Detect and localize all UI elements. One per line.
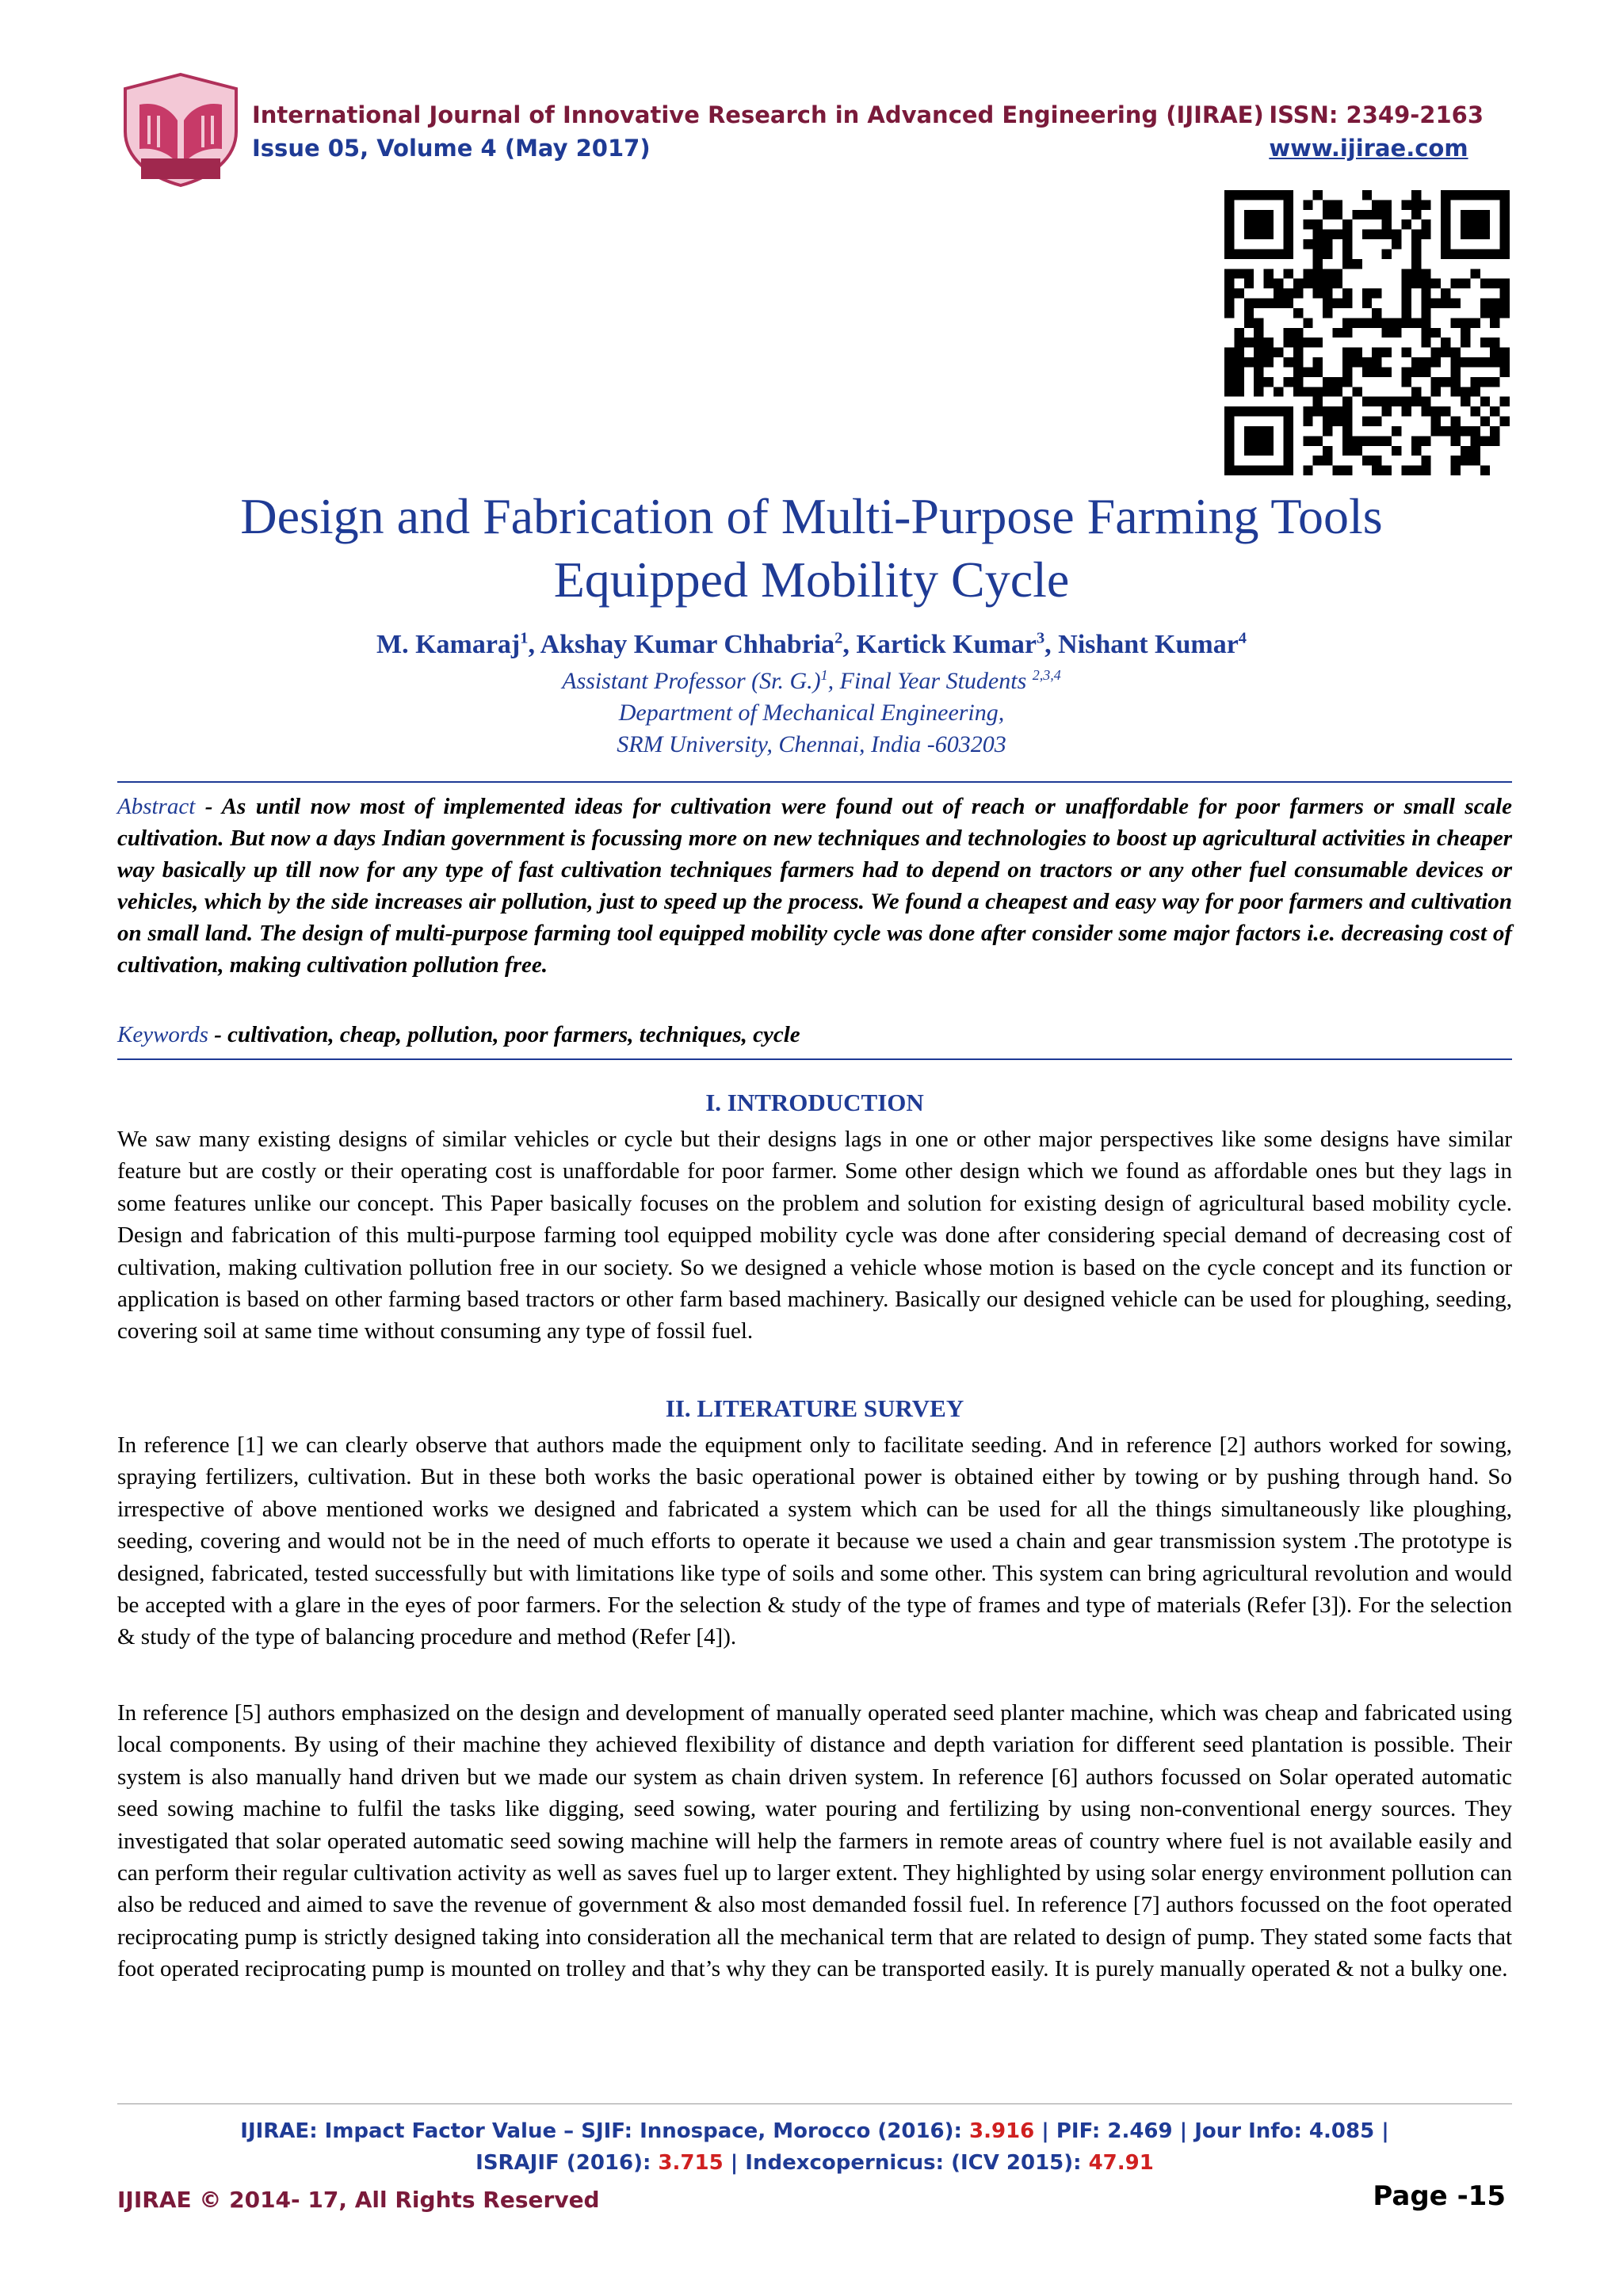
- abstract-top-rule: [117, 781, 1512, 783]
- affiliation-line-1: [117, 666, 1506, 697]
- issn: ISSN: 2349-2163: [1269, 101, 1484, 128]
- qr-code: [1224, 190, 1510, 475]
- journal-issue: Issue 05, Volume 4 (May 2017): [252, 135, 651, 162]
- stats-israjif-value: 3.715: [658, 2151, 724, 2175]
- affiliation-line-2: Department of Mechanical Engineering,: [618, 700, 1005, 726]
- paper-title: [117, 485, 1506, 612]
- section-heading-introduction: I. INTRODUCTION: [705, 1089, 924, 1116]
- stats-icv-value: 47.91: [1088, 2151, 1154, 2175]
- affiliation: [117, 666, 1506, 761]
- footer-stats-line-1: [117, 2115, 1512, 2147]
- author-name: Akshay Kumar Chhabria: [540, 630, 835, 659]
- ijirae-logo: [117, 70, 244, 189]
- copyright: IJIRAE © 2014- 17, All Rights Reserved: [117, 2187, 600, 2213]
- affiliation-role: Assistant Professor (Sr. G.): [562, 668, 821, 694]
- author-sup: 3: [1036, 629, 1045, 647]
- abstract-bottom-rule: [117, 1058, 1512, 1060]
- stats-sjif-value: 3.916: [968, 2119, 1035, 2143]
- author-sup: 2: [834, 629, 843, 647]
- journal-url-link[interactable]: www.ijirae.com: [1269, 135, 1468, 162]
- section-heading-literature-survey: II. LITERATURE SURVEY: [665, 1394, 964, 1422]
- stats-icv-label: | Indexcopernicus: (ICV 2015):: [723, 2151, 1089, 2175]
- author-name: Kartick Kumar: [856, 630, 1037, 659]
- affiliation-role-2: , Final Year Students: [827, 668, 1033, 694]
- title-line-1: Design and Fabrication of Multi-Purpose Farming Tools: [240, 488, 1383, 544]
- stats-pif: | PIF: 2.469 | Jour Info: 4.085 |: [1034, 2119, 1389, 2143]
- paragraph: In reference [1] we can clearly observe that authors made the equipment only to facilitate seeding. And in reference [2] authors worked for sowing, spraying fertilizers, cultivation. But in these both works the basic operational power is obtained either by towing or by pushing through hand. So irrespective of above mentioned works we designed and fabricated a system which can be used for all the things simultaneously like ploughing, seeding, covering and would not be in the need of much efforts to operate it because we used a chain and gear transmission system .The prototype is designed, fabricated, tested successfully but with limitations like type of soils and some other. This system can bring agricultural revolution and would be accepted with a glare in the eyes of poor farmers. For the selection & study of the type of frames and type of materials (Refer [3]). For the selection & study of the type of balancing procedure and method (Refer [4]).: [117, 1432, 1512, 1650]
- journal-name: International Journal of Innovative Research in Advanced Engineering (IJIRAE): [252, 101, 1264, 128]
- keywords-label: Keywords: [117, 1022, 208, 1047]
- footer-stats-line-2: [117, 2147, 1512, 2179]
- abstract-text: - As until now most of implemented ideas for cultivation were found out of reach or unaffordable for poor farmers or small scale cultivation. But now a days Indian government is focussing more on new techniques and technologies to boost up agricultural activities in cheaper way basically up till now for any type of fast cultivation techniques farmers had to depend on tractors or any other fuel consumable devices or vehicles, which by the side increases air pollution, just to speed up the process. We found a cheapest and easy way for poor farmers and cultivation on small land. The design of multi-purpose farming tool equipped mobility cycle was done after consider some major factors i.e. decreasing cost of cultivation, making cultivation pollution free.: [117, 794, 1512, 978]
- footer-stats: [117, 2115, 1512, 2179]
- issn-block: [1269, 98, 1484, 165]
- affiliation-sup: 1: [820, 667, 828, 683]
- keywords-text: - cultivation, cheap, pollution, poor farmers, techniques, cycle: [208, 1022, 800, 1047]
- paragraph: In reference [5] authors emphasized on the design and development of manually operated seed planter machine, which was cheap and fabricated using local components. By using of their machine they achieved flexibility of distance and depth variation for different seed plantation is possible. Their system is also manually hand driven but we made our system as chain driven system. In reference [6] authors focussed on Solar operated automatic seed sowing machine to fulfil the tasks like digging, seed sowing, water pouring and fertilizing by using non-conventional energy sources. They investigated that solar operated automatic seed sowing machine will help the farmers in remote areas of country where fuel is not available easily and can perform their regular cultivation activity as well as saves fuel up to larger extent. They highlighted by using solar energy environment pollution can also be reduced and aimed to save the revenue of government & also most demanded fossil fuel. In reference [7] authors focussed on the foot operated reciprocating pump is strictly designed taking into consideration all the mechanical term that are related to design of pump. They stated some facts that foot operated reciprocating pump is mounted on trolley and that’s why they can be transported easily. It is purely manually operated & not a bulky one.: [117, 1700, 1512, 1982]
- affiliation-sup-2: 2,3,4: [1032, 667, 1061, 683]
- abstract-label: Abstract: [117, 794, 196, 819]
- author-sup: 4: [1238, 629, 1247, 647]
- stats-israjif-label: ISRAJIF (2016):: [475, 2151, 659, 2175]
- stats-sjif-label: IJIRAE: Impact Factor Value – SJIF: Innospace, Morocco (2016):: [240, 2119, 969, 2143]
- author-list: M. Kamaraj$^1$, Akshay Kumar Chhabria$^2$, Kartick Kumar$^3$, Nishant Kumar$^4$: [376, 629, 1247, 659]
- page-number: Page -15: [1373, 2180, 1506, 2212]
- affiliation-line-3: SRM University, Chennai, India -603203: [617, 731, 1006, 757]
- footer-rule: [117, 2103, 1512, 2104]
- keywords: [117, 1019, 1512, 1051]
- abstract: [117, 791, 1512, 981]
- title-line-2: Equipped Mobility Cycle: [553, 551, 1070, 608]
- author-name: M. Kamaraj: [376, 630, 521, 659]
- author-name: Nishant Kumar: [1058, 630, 1239, 659]
- author-sup: 1: [520, 629, 529, 647]
- journal-header: [252, 98, 1264, 165]
- paragraph: We saw many existing designs of similar vehicles or cycle but their designs lags in one or other major perspectives like some designs have similar feature but are costly or their operating cost is unaffordable for poor farmer. Some other design which we found as affordable ones but they lags in some features unlike our concept. This Paper basically focuses on the problem and solution for existing design of agricultural based mobility cycle. Design and fabrication of this multi-purpose farming tool equipped mobility cycle was done after considering special demand of decreasing cost of cultivation, making cultivation pollution free in our society. So we designed a vehicle whose motion is based on the cycle concept and its function or application is based on other farming based tractors or other farm based machinery. Basically our designed vehicle can be used for ploughing, seeding, covering soil at same time without consuming any type of fossil fuel.: [117, 1127, 1512, 1344]
